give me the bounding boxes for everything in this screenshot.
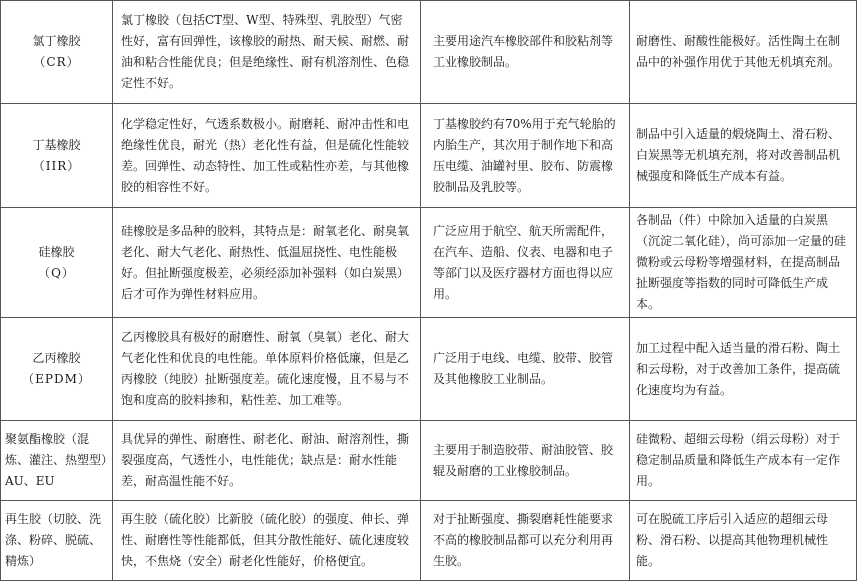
properties-cell: 氯丁橡胶（包括CT型、W型、特殊型、乳胶型）气密性好，富有回弹性，该橡胶的耐热、耐天候、耐燃、耐油和粘合性能优良；但是绝缘性、耐有机溶剂性、色稳定性不好。 bbox=[113, 1, 421, 104]
properties-cell: 硅橡胶是多品种的胶料，其特点是：耐氧老化、耐臭氧老化、耐大气老化、耐热性、低温屈挠性、电性能极好。但扯断强度极差，必须经添加补强料（如白炭黑）后才可作为弹性材料应用。 bbox=[113, 208, 421, 318]
rubber-abbr: （EPDM） bbox=[22, 372, 91, 386]
rubber-abbr: （Q） bbox=[38, 265, 75, 280]
fillers-cell: 硅微粉、超细云母粉（绢云母粉）对于稳定制品质量和降低生产成本有一定作用。 bbox=[630, 421, 857, 501]
table-row bbox=[1, 501, 857, 581]
applications-cell: 广泛用于电线、电缆、胶带、胶管及其他橡胶工业制品。 bbox=[421, 318, 630, 421]
table-row bbox=[1, 318, 857, 421]
table-row bbox=[1, 1, 857, 104]
rubber-abbr: （IIR） bbox=[32, 158, 81, 173]
rubber-name: 硅橡胶 bbox=[38, 244, 75, 259]
properties-cell: 具优异的弹性、耐磨性、耐老化、耐油、耐溶剂性，撕裂强度高，气透性小，电性能优；缺点是：耐水性能差，耐高温性能不好。 bbox=[113, 421, 421, 501]
applications-cell: 主要用途汽车橡胶部件和胶粘剂等工业橡胶制品。 bbox=[421, 1, 630, 104]
fillers-cell: 加工过程中配入适当量的滑石粉、陶土和云母粉，对于改善加工条件，提高硫化速度均为有益。 bbox=[630, 318, 857, 421]
properties-cell: 再生胶（硫化胶）比新胶（硫化胶）的强度、伸长、弹性、耐磨性等性能都低，但其分散性能好、硫化速度较快，不焦烧（安全）耐老化性能好，价格便宜。 bbox=[113, 501, 421, 581]
applications-cell: 丁基橡胶约有70%用于充气轮胎的内胎生产，其次用于制作地下和高压电缆、油罐衬里、胶布、防震橡胶制品及乳胶等。 bbox=[421, 104, 630, 208]
rubber-abbr: （CR） bbox=[33, 55, 80, 69]
fillers-cell: 制品中引入适量的煅烧陶土、滑石粉、白炭黑等无机填充剂，将对改善制品机械强度和降低生产成本有益。 bbox=[630, 104, 857, 208]
applications-cell: 主要用于制造胶带、耐油胶管、胶辊及耐磨的工业橡胶制品。 bbox=[421, 421, 630, 501]
fillers-cell: 耐磨性、耐酸性能极好。活性陶土在制品中的补强作用优于其他无机填充剂。 bbox=[630, 1, 857, 104]
properties-cell: 化学稳定性好，气透系数极小。耐磨耗、耐冲击性和电绝缘性优良，耐光（热）老化性有益，但是硫化性能较差。回弹性、动态特性、加工性或粘性亦差，与其他橡胶的相容性不好。 bbox=[113, 104, 421, 208]
rubber-name-cell: 再生胶（切胶、洗涤、粉碎、脱硫、精炼） bbox=[1, 501, 113, 581]
rubber-name: 乙丙橡胶 bbox=[32, 351, 81, 365]
rubber-name-cell bbox=[1, 208, 113, 318]
rubber-name: 氯丁橡胶 bbox=[32, 34, 81, 48]
table-row bbox=[1, 104, 857, 208]
table-row bbox=[1, 208, 857, 318]
table-row bbox=[1, 421, 857, 501]
rubber-name-cell bbox=[1, 318, 113, 421]
rubber-name: 丁基橡胶 bbox=[32, 137, 81, 152]
properties-cell: 乙丙橡胶具有极好的耐磨性、耐氧（臭氧）老化、耐大气老化性和优良的电性能。单体原料价格低廉，但是乙丙橡胶（纯胶）扯断强度差。硫化速度慢，且不易与不饱和度高的胶料掺和，粘性差、加工难等。 bbox=[113, 318, 421, 421]
rubber-name-cell bbox=[1, 104, 113, 208]
rubber-name-cell: 聚氨酯橡胶（混炼、灌注、热塑型）AU、EU bbox=[1, 421, 113, 501]
applications-cell: 广泛应用于航空、航天所需配件，在汽车、造船、仪表、电器和电子等部门以及医疗器材方面也得以应用。 bbox=[421, 208, 630, 318]
fillers-cell: 可在脱硫工序后引入适应的超细云母粉、滑石粉、以提高其他物理机械性能。 bbox=[630, 501, 857, 581]
applications-cell: 对于扯断强度、撕裂磨耗性能要求不高的橡胶制品都可以充分利用再生胶。 bbox=[421, 501, 630, 581]
rubber-name-cell bbox=[1, 1, 113, 104]
fillers-cell: 各制品（件）中除加入适量的白炭黑（沉淀二氧化硅），尚可添加一定量的硅微粉或云母粉等增强材料，在提高制品扯断强度等指数的同时可降低生产成本。 bbox=[630, 208, 857, 318]
